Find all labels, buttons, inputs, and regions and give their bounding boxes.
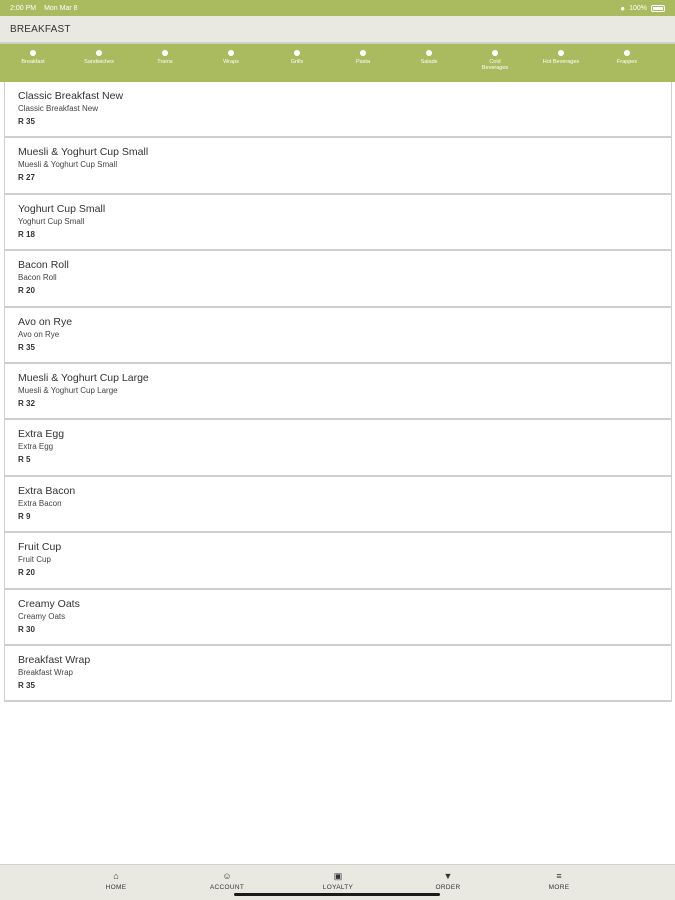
menu-item-name: Fruit Cup <box>18 541 62 554</box>
tab-label: HOME <box>105 884 127 891</box>
category-dot-icon <box>30 50 36 56</box>
menu-item-name: Classic Breakfast New <box>18 90 124 102</box>
category-dot-icon <box>558 50 564 56</box>
menu-item-name: Yoghurt Cup Small <box>18 202 106 215</box>
category-dot-icon <box>492 50 498 56</box>
menu-item-name: Avo on Rye <box>18 315 73 328</box>
category-tab-2[interactable] <box>132 44 198 82</box>
menu-item-description: Muesli & Yoghurt Cup Large <box>18 385 118 395</box>
menu-item[interactable] <box>5 138 671 194</box>
menu-item-price: R 27 <box>18 173 35 183</box>
menu-item-price: R 35 <box>18 342 35 352</box>
menu-item-description: Classic Breakfast New <box>18 104 99 113</box>
menu-item[interactable] <box>5 646 671 702</box>
menu-item-name: Muesli & Yoghurt Cup Small <box>18 146 149 159</box>
category-label: Grills <box>290 59 304 65</box>
menu-item[interactable] <box>5 364 671 420</box>
category-label: Sandwiches <box>84 59 114 65</box>
menu-item-description: Avo on Rye <box>18 329 60 339</box>
menu-item[interactable] <box>5 308 671 364</box>
loyalty-icon: ▣ <box>333 871 343 881</box>
menu-item[interactable] <box>5 195 671 251</box>
menu-item-description: Extra Bacon <box>18 498 62 508</box>
menu-item-description: Creamy Oats <box>18 611 66 621</box>
menu-item-price: R 35 <box>18 680 35 690</box>
status-date: Mon Mar 8 <box>44 4 78 12</box>
tab-order[interactable] <box>413 871 483 891</box>
category-label: Hot Beverages <box>542 59 580 65</box>
category-label: Breakfast <box>21 59 45 65</box>
menu-item[interactable] <box>5 251 671 307</box>
menu-item-description: Extra Egg <box>18 442 54 452</box>
menu-item-price: R 20 <box>18 568 35 578</box>
page-header <box>0 16 675 44</box>
category-dot-icon <box>96 50 102 56</box>
status-bar <box>0 0 675 16</box>
menu-item[interactable] <box>5 82 671 138</box>
menu-item-description: Muesli & Yoghurt Cup Small <box>18 160 118 170</box>
menu-item-description: Fruit Cup <box>18 555 51 565</box>
tab-label: ORDER <box>435 884 461 891</box>
home-indicator <box>234 893 440 896</box>
menu-item-description: Yoghurt Cup Small <box>18 216 85 226</box>
tab-account[interactable] <box>192 871 262 891</box>
menu-item-name: Creamy Oats <box>18 597 80 610</box>
category-tab-0[interactable] <box>0 44 66 82</box>
tab-label: MORE <box>548 884 570 891</box>
battery-percent: 100% <box>629 4 647 12</box>
category-tab-4[interactable] <box>264 44 330 82</box>
category-label: Trams <box>157 59 173 65</box>
menu-item-description: Bacon Roll <box>18 273 57 283</box>
category-tab-7[interactable] <box>462 44 528 82</box>
menu-item-name: Muesli & Yoghurt Cup Large <box>18 371 149 384</box>
tab-loyalty[interactable] <box>303 871 373 891</box>
category-label: Pasta <box>355 59 371 65</box>
menu-item[interactable] <box>5 420 671 476</box>
menu-item-price: R 30 <box>18 624 35 634</box>
menu-item-description: Breakfast Wrap <box>18 667 73 677</box>
home-icon: ⌂ <box>113 871 119 881</box>
category-tab-6[interactable] <box>396 44 462 82</box>
category-bar <box>0 44 675 82</box>
menu-item-price: R 18 <box>18 229 35 239</box>
category-dot-icon <box>360 50 366 56</box>
basket-icon: ▼ <box>443 871 453 881</box>
tab-label: LOYALTY <box>322 884 354 891</box>
menu-icon: ≡ <box>556 871 562 881</box>
category-tab-5[interactable] <box>330 44 396 82</box>
menu-item-price: R 20 <box>18 286 35 296</box>
battery-icon <box>651 5 665 12</box>
menu-item-name: Bacon Roll <box>18 259 69 272</box>
category-label: Cold Beverages <box>481 59 509 71</box>
category-dot-icon <box>162 50 168 56</box>
person-icon: ☺ <box>222 871 232 881</box>
menu-item-price: R 35 <box>18 117 35 126</box>
category-dot-icon <box>426 50 432 56</box>
category-label: Salads <box>420 59 438 65</box>
menu-item-list <box>4 82 672 702</box>
menu-item[interactable] <box>5 477 671 533</box>
category-tab-1[interactable] <box>66 44 132 82</box>
category-dot-icon <box>294 50 300 56</box>
status-time: 2:00 PM <box>10 4 37 12</box>
menu-item-price: R 9 <box>18 511 31 521</box>
tab-label: ACCOUNT <box>209 884 245 891</box>
menu-item[interactable] <box>5 590 671 646</box>
menu-item-name: Extra Egg <box>18 428 65 441</box>
wifi-icon: ● <box>620 3 626 13</box>
menu-item[interactable] <box>5 533 671 589</box>
category-label: Frappes <box>616 59 638 65</box>
menu-item-price: R 5 <box>18 455 31 465</box>
category-tab-3[interactable] <box>198 44 264 82</box>
category-dot-icon <box>624 50 630 56</box>
menu-item-name: Extra Bacon <box>18 484 76 497</box>
category-dot-icon <box>228 50 234 56</box>
menu-item-price: R 32 <box>18 398 35 408</box>
category-tab-9[interactable] <box>594 44 660 82</box>
tab-home[interactable] <box>81 871 151 891</box>
tab-more[interactable] <box>524 871 594 891</box>
page-title: BREAKFAST <box>10 23 71 35</box>
menu-item-name: Breakfast Wrap <box>18 653 91 666</box>
category-label: Wraps <box>223 59 239 65</box>
category-tab-8[interactable] <box>528 44 594 82</box>
